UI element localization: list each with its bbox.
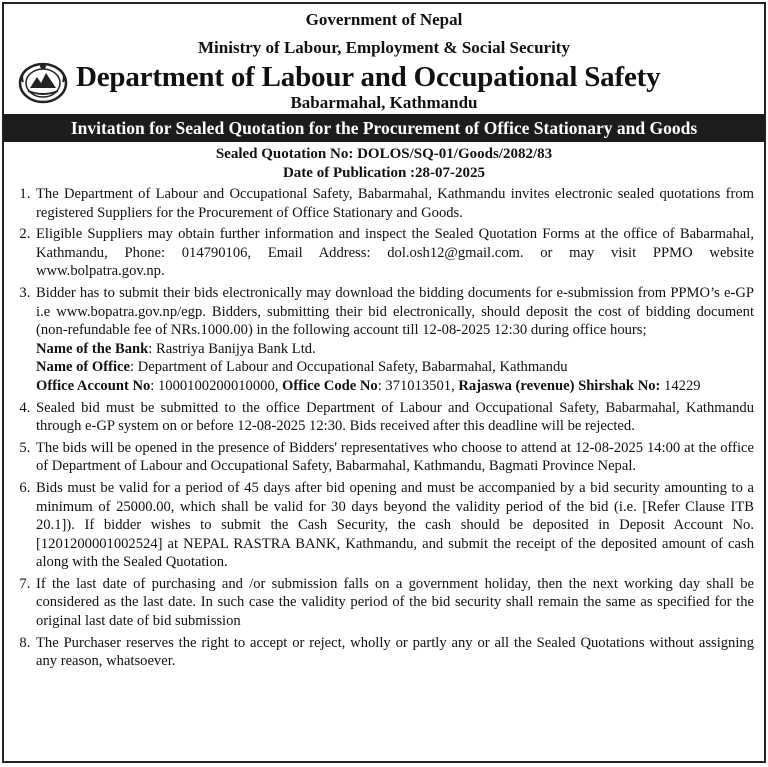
notice-items bbox=[4, 185, 764, 671]
office-name-label: Name of Office bbox=[36, 359, 131, 376]
notice-item-5: 5. The bids will be opened in the presence of Bidders' representatives who choose to attend at 12-08-2025 14:00 at the office of Department of Labour and Occupational Safety, Babarmahal, Kathmandu, Bagmati Province Nepal. bbox=[34, 439, 754, 476]
notice-item-3-text: Bidder has to submit their bids electronically may download the bidding documents for e-submission from PPMO’s e-GP i.e www.bopatra.gov.np/egp. Bidders, submitting their bid electronically, should deposit the cost of bidding document (non-refundable fee of NRs.1000.00) in the following account till 12-08-2025 12:30 during office hours; bbox=[36, 284, 754, 339]
department-name: Department of Labour and Occupational Safety bbox=[76, 61, 661, 93]
publication-date: Date of Publication :28-07-2025 bbox=[282, 165, 486, 181]
bank-name-line bbox=[36, 340, 754, 359]
rajaswa-label: Rajaswa (revenue) Shirshak No: bbox=[458, 377, 661, 394]
account-line bbox=[36, 377, 754, 396]
notice-item-6: 6. Bids must be valid for a period of 45 days after bid opening and must be accompanied by a bid security amounting to a minimum of 25000.00, which shall be valid for 30 days beyond the validity period of the bid (i.e. [Refer Clause ITB 20.1]). If bidder wishes to submit the Cash Security, the cash should be deposited in Deposit Account No.[1201200001002524] at NEPAL RASTRA BANK, Kathmandu, and submit the receipt of the deposited amount of cash along with the Sealed Quotation. bbox=[34, 479, 754, 572]
office-code-value: : 371013501, bbox=[377, 377, 459, 394]
office-name-value: : Department of Labour and Occupational Safety, Babarmahal, Kathmandu bbox=[130, 359, 568, 376]
office-location: Babarmahal, Kathmandu bbox=[290, 93, 478, 112]
notice-page bbox=[2, 2, 766, 763]
office-code-label: Office Code No bbox=[282, 377, 378, 394]
notice-item-3 bbox=[34, 284, 754, 396]
rajaswa-value: 14229 bbox=[660, 377, 701, 394]
bank-details bbox=[36, 340, 754, 396]
notice-title: Invitation for Sealed Quotation for the Procurement of Office Stationary and Goods bbox=[4, 114, 764, 142]
quotation-number: Sealed Quotation No: DOLOS/SQ-01/Goods/2082/83 bbox=[215, 146, 553, 162]
account-value: : 1000100200010000, bbox=[150, 377, 283, 394]
bank-name-label: Name of the Bank bbox=[36, 340, 149, 357]
notice-item-4: 4. Sealed bid must be submitted to the office Department of Labour and Occupational Safety, Babarmahal, Kathmandu through e-GP system on or before 12-08-2025 12:30. Bids received after this deadline will be rejected. bbox=[34, 399, 754, 436]
letterhead bbox=[4, 4, 764, 114]
notice-item-1: 1. The Department of Labour and Occupational Safety, Babarmahal, Kathmandu invites electronic sealed quotations from registered Suppliers for the Procurement of Office Stationary and Goods. bbox=[34, 185, 754, 222]
notice-item-7: 7. If the last date of purchasing and /or submission falls on a government holiday, then the next working day shall be considered as the last date. In such case the validity period of the bid security shall remain the same as specified for the original last date of bid submission bbox=[34, 575, 754, 631]
government-name: Government of Nepal bbox=[305, 10, 463, 29]
notice-item-8: 8. The Purchaser reserves the right to accept or reject, wholly or partly any or all the Sealed Quotations without assigning any reason, whatsoever. bbox=[34, 634, 754, 671]
account-label: Office Account No bbox=[36, 377, 151, 394]
ministry-name: Ministry of Labour, Employment & Social Security bbox=[198, 38, 570, 57]
bank-name-value: : Rastriya Banijya Bank Ltd. bbox=[148, 340, 316, 357]
office-name-line bbox=[36, 358, 754, 377]
notice-item-2: 2. Eligible Suppliers may obtain further information and inspect the Sealed Quotation Forms at the office of Babarmahal, Kathmandu, Phone: 014790106, Email Address: dol.osh12@gmail.com. or may visit PPMO website www.bolpatra.gov.np. bbox=[34, 225, 754, 281]
